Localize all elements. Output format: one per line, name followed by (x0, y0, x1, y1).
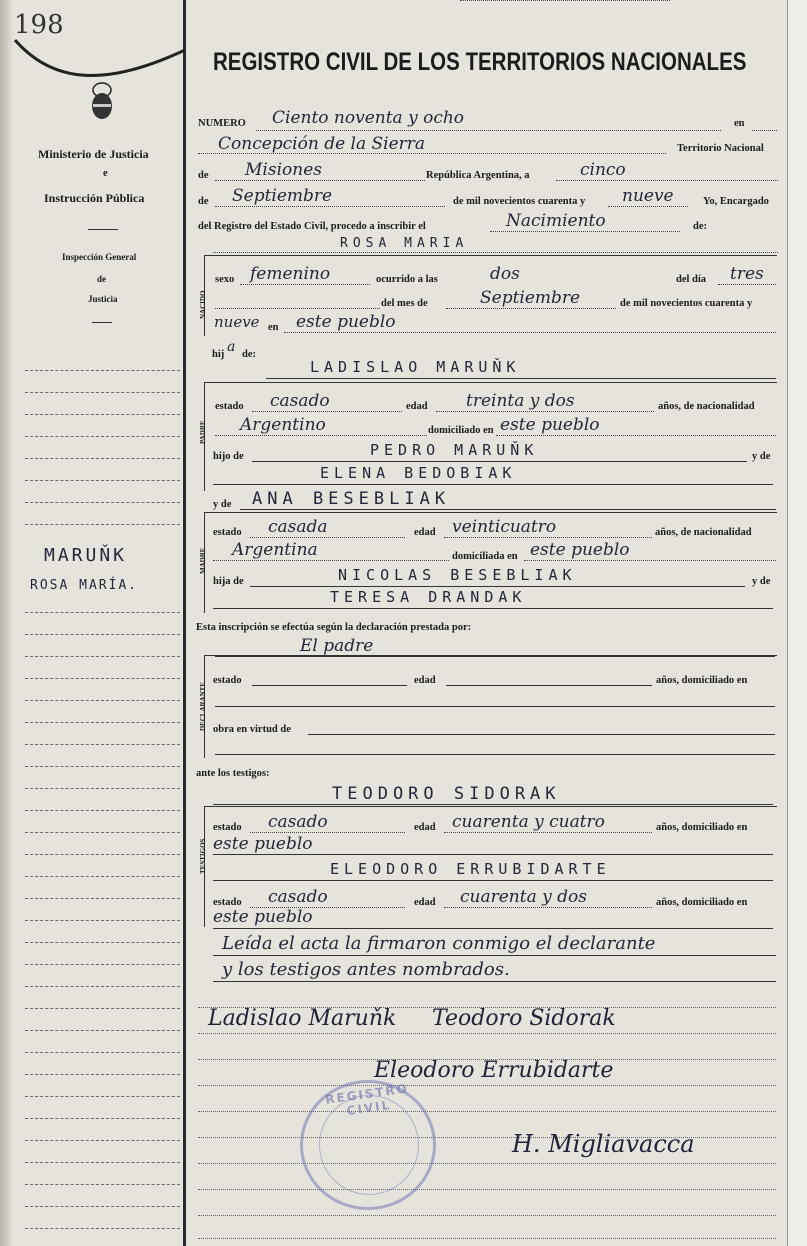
padre-label: PADRE (199, 420, 207, 444)
del-mes-label: del mes de (381, 298, 428, 309)
mil-novecientos-label-2: de mil novecientos cuarenta y (620, 298, 753, 309)
estado-label: estado (213, 675, 242, 686)
estado-label: estado (213, 897, 242, 908)
republica-label: República Argentina, a (426, 170, 530, 181)
del-registro-label: del Registro del Estado Civil, procedo a inscribir el (198, 221, 426, 232)
mes-nac-entry: Septiembre (480, 288, 581, 308)
yo-encargado-label: Yo, Encargado (703, 196, 769, 207)
padre-edad-entry: treinta y dos (466, 391, 575, 411)
nacido-label: NACIDO (199, 290, 207, 319)
divider (88, 229, 118, 230)
stamp-text: REGISTRO CIVIL (324, 1081, 410, 1118)
testigos-label: TESTIGOS (199, 838, 207, 874)
hijo-de-label: de: (242, 349, 256, 360)
edad-label: edad (406, 401, 428, 412)
ministry-line2: e (103, 168, 108, 179)
testigo2-entry: ELEODORO ERRUBIDARTE (330, 860, 611, 878)
inspection-line1: Inspección General (62, 252, 137, 262)
signature-witness1: Teodoro Sidorak (432, 1006, 616, 1031)
declarante-entry: El padre (300, 636, 374, 656)
nombre-entry: ROSA MARIA (340, 236, 469, 251)
page-edge (787, 0, 807, 1246)
testigo1-entry: TEODORO SIDORAK (332, 784, 561, 804)
lugar-entry: Concepción de la Sierra (218, 134, 426, 154)
madre-domicilio-entry: este pueblo (530, 540, 630, 560)
madre-label: MADRE (199, 547, 207, 574)
padre-domicilio-entry: este pueblo (500, 415, 600, 435)
page-number: 198 (14, 10, 64, 40)
numero-entry: Ciento noventa y ocho (272, 108, 465, 128)
territorio-label: Territorio Nacional (677, 143, 764, 154)
signature-witness2: Eleodoro Errubidarte (374, 1058, 614, 1083)
nacionalidad-label: años, de nacionalidad (658, 401, 755, 412)
estado-label: estado (213, 527, 242, 538)
de-colon-label: de: (693, 221, 707, 232)
sexo-label: sexo (215, 274, 235, 285)
edad-label: edad (414, 897, 436, 908)
anos-domiciliado-label: años, domiciliado en (656, 897, 748, 908)
domiciliado-label: domiciliado en (428, 425, 494, 436)
padre-padre-entry: PEDRO MARUŇK (370, 441, 539, 459)
madre-madre-entry: TERESA DRANDAK (330, 588, 527, 606)
mes-entry: Septiembre (232, 186, 333, 206)
testigo1-estado-entry: casado (268, 812, 328, 832)
edad-label: edad (414, 822, 436, 833)
hijo-label: hij (212, 349, 225, 360)
madre-estado-entry: casada (268, 517, 328, 537)
estado-label: estado (213, 822, 242, 833)
padre-estado-entry: casado (270, 391, 330, 411)
edad-label: edad (414, 675, 436, 686)
inspection-line2: de (97, 274, 106, 284)
madre-nacionalidad-entry: Argentina (232, 540, 318, 560)
madre-padre-entry: NICOLAS BESEBLIAK (338, 566, 577, 584)
anio-nac-entry: nueve (214, 313, 260, 331)
testigo2-domicilio-entry: este pueblo (213, 907, 313, 927)
madre-entry: ANA BESEBLIAK (252, 489, 451, 509)
binding-shadow (0, 0, 14, 1246)
cierre-line2: y los testigos antes nombrados. (222, 959, 510, 980)
hijo-de-label: hijo de (213, 451, 244, 462)
padre-nacionalidad-entry: Argentino (240, 415, 326, 435)
hora-entry: dos (490, 264, 520, 284)
ministry-line1: Ministerio de Justicia (38, 147, 149, 161)
ocurrido-label: ocurrido a las (376, 274, 438, 285)
divider (92, 322, 112, 323)
numero-label: NUMERO (198, 118, 246, 129)
signature-registrar: H. Migliavacca (512, 1130, 695, 1158)
margin-given-name: ROSA MARÍA. (30, 578, 139, 593)
coat-of-arms-icon (88, 80, 116, 122)
dia-nac-entry: tres (730, 264, 764, 284)
de-label: de (198, 196, 209, 207)
testigos-intro-label: ante los testigos: (196, 768, 270, 779)
estado-label: estado (215, 401, 244, 412)
anos-domiciliado-label: años, domiciliado en (656, 675, 748, 686)
margin-rule (183, 0, 186, 1246)
hijo-suffix-entry: a (227, 339, 236, 355)
de-label: de (198, 170, 209, 181)
lugar-nac-entry: este pueblo (296, 312, 396, 332)
document-title: REGISTRO CIVIL DE LOS TERRITORIOS NACIONALES (213, 48, 747, 76)
y-de-label: y de (752, 451, 771, 462)
sexo-entry: femenino (250, 264, 331, 284)
padre-entry: LADISLAO MARUŇK (310, 358, 521, 376)
testigo2-estado-entry: casado (268, 887, 328, 907)
obra-label: obra en virtud de (213, 724, 291, 735)
cierre-line1: Leída el acta la firmaron conmigo el declarante (222, 933, 656, 954)
acto-entry: Nacimiento (506, 211, 606, 231)
edad-label: edad (414, 527, 436, 538)
en-label: en (734, 118, 745, 129)
testigo1-edad-entry: cuarenta y cuatro (452, 812, 605, 832)
anos-domiciliado-label: años, domiciliado en (656, 822, 748, 833)
inspection-line3: Justicia (88, 294, 118, 304)
territorio-entry: Misiones (245, 160, 322, 180)
testigo1-domicilio-entry: este pueblo (213, 834, 313, 854)
domiciliada-label: domiciliada en (452, 551, 518, 562)
testigo2-edad-entry: cuarenta y dos (460, 887, 587, 907)
ministry-line3: Instrucción Pública (44, 191, 145, 205)
signature-father: Ladislao Maruňk (208, 1006, 397, 1031)
declarante-label: DECLARANTE (199, 681, 207, 731)
official-stamp (300, 1080, 436, 1210)
inscripcion-label: Esta inscripción se efectúa según la declaración prestada por: (196, 622, 472, 633)
en-label-2: en (268, 322, 279, 333)
anio-entry: nueve (622, 186, 674, 206)
margin-surname: MARUŇK (44, 545, 128, 566)
madre-edad-entry: veinticuatro (452, 517, 557, 537)
padre-madre-entry: ELENA BEDOBIAK (320, 464, 517, 482)
mil-novecientos-label: de mil novecientos cuarenta y (453, 196, 586, 207)
y-de-label-madre: y de (213, 499, 232, 510)
y-de-label: y de (752, 576, 771, 587)
dia-entry: cinco (580, 160, 626, 180)
nacionalidad-label: años, de nacionalidad (655, 527, 752, 538)
del-dia-label: del día (676, 274, 707, 285)
hija-de-label: hija de (213, 576, 244, 587)
